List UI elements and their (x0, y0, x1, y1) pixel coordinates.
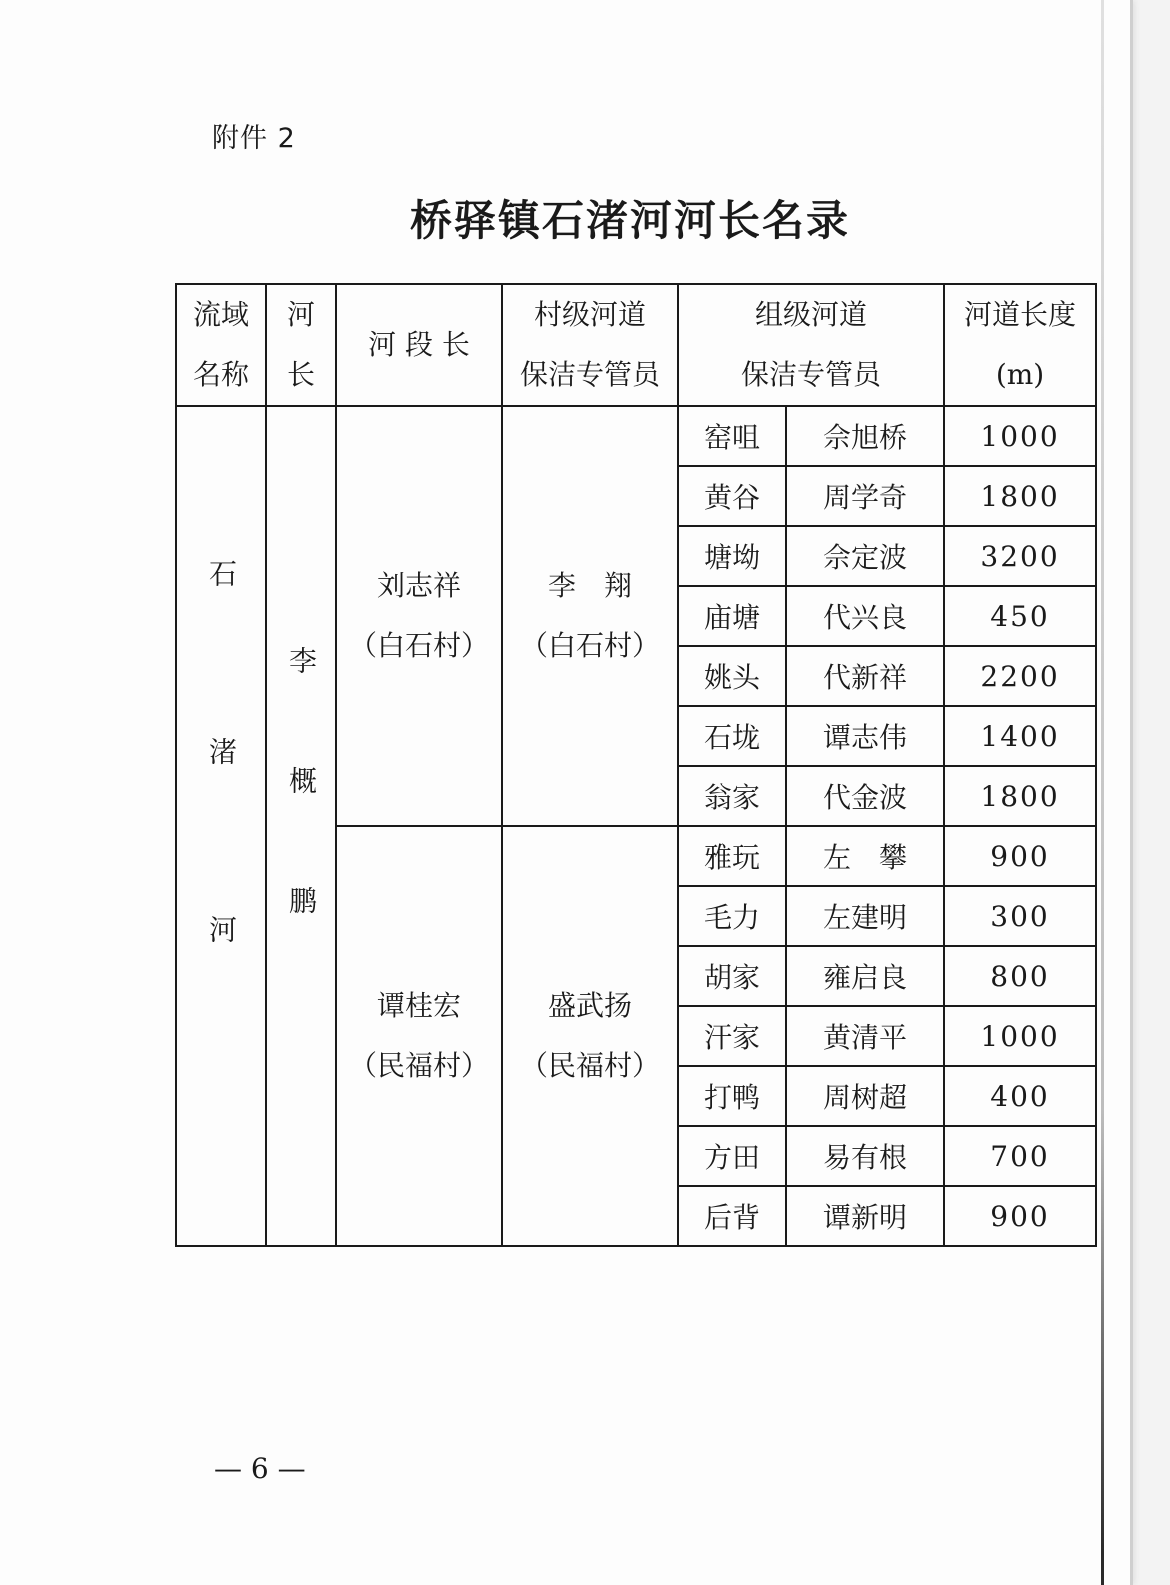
river-chief-table (175, 283, 1097, 1247)
village-keeper-village: （民福村） (519, 1049, 660, 1082)
river-length: 900 (944, 1186, 1096, 1246)
group-name: 石垅 (678, 706, 786, 766)
section-chief-name: 刘志祥 (376, 569, 461, 602)
village-keeper-name: 盛武扬 (547, 989, 632, 1022)
group-name: 窑咀 (678, 406, 786, 466)
group-keeper: 易有根 (786, 1126, 944, 1186)
header-basin: 流域 名称 (176, 284, 266, 406)
header-river-length: 河道长度 (m) (944, 284, 1096, 406)
river-length: 1000 (944, 406, 1096, 466)
river-length: 800 (944, 946, 1096, 1006)
section-chief-village: （民福村） (348, 1049, 489, 1082)
river-length: 2200 (944, 646, 1096, 706)
group-keeper: 代新祥 (786, 646, 944, 706)
river-length: 1000 (944, 1006, 1096, 1066)
header-river-chief: 河 长 (266, 284, 336, 406)
section-chief-name: 谭桂宏 (376, 989, 461, 1022)
group-keeper: 谭志伟 (786, 706, 944, 766)
river-length: 300 (944, 886, 1096, 946)
group-keeper: 代金波 (786, 766, 944, 826)
header-village-keeper: 村级河道 保洁专管员 (502, 284, 678, 406)
group-keeper: 佘定波 (786, 526, 944, 586)
group-name: 塘坳 (678, 526, 786, 586)
village-keeper-name: 李 翔 (547, 569, 632, 602)
group-keeper: 周树超 (786, 1066, 944, 1126)
group-name: 庙塘 (678, 586, 786, 646)
river-length: 450 (944, 586, 1096, 646)
group-keeper: 左 攀 (786, 826, 944, 886)
group-keeper: 周学奇 (786, 466, 944, 526)
river-length: 700 (944, 1126, 1096, 1186)
group-keeper: 谭新明 (786, 1186, 944, 1246)
group-keeper: 代兴良 (786, 586, 944, 646)
group-name: 毛力 (678, 886, 786, 946)
page-title: 桥驿镇石渚河河长名录 (409, 196, 850, 245)
header-section-chief: 河 段 长 (336, 284, 502, 406)
group-name: 翁家 (678, 766, 786, 826)
village-keeper-village: （白石村） (519, 629, 660, 662)
river-chief-cell (266, 406, 336, 1246)
group-name: 汗家 (678, 1006, 786, 1066)
river-length: 400 (944, 1066, 1096, 1126)
table-header-row (176, 284, 1096, 406)
group-name: 雅玩 (678, 826, 786, 886)
basin-name: 石渚河 (205, 559, 238, 1093)
group-name: 姚头 (678, 646, 786, 706)
section-chief-cell-1 (336, 406, 502, 826)
section-chief-village: （白石村） (348, 629, 489, 662)
page-number: — 6 — (214, 1452, 306, 1485)
river-length: 1400 (944, 706, 1096, 766)
river-length: 1800 (944, 466, 1096, 526)
village-keeper-cell-1 (502, 406, 678, 826)
group-keeper: 佘旭桥 (786, 406, 944, 466)
group-name: 后背 (678, 1186, 786, 1246)
river-length: 900 (944, 826, 1096, 886)
attachment-label: 附件 2 (212, 123, 296, 154)
group-keeper: 雍启良 (786, 946, 944, 1006)
group-keeper: 左建明 (786, 886, 944, 946)
group-keeper: 黄清平 (786, 1006, 944, 1066)
group-name: 黄谷 (678, 466, 786, 526)
header-group-keeper: 组级河道 保洁专管员 (678, 284, 944, 406)
basin-name-cell (176, 406, 266, 1246)
village-keeper-cell-2 (502, 826, 678, 1246)
table-row (176, 406, 1096, 466)
group-name: 打鸭 (678, 1066, 786, 1126)
section-chief-cell-2 (336, 826, 502, 1246)
group-name: 胡家 (678, 946, 786, 1006)
river-length: 1800 (944, 766, 1096, 826)
river-length: 3200 (944, 526, 1096, 586)
river-chief-name: 李概鹏 (285, 646, 318, 1006)
group-name: 方田 (678, 1126, 786, 1186)
